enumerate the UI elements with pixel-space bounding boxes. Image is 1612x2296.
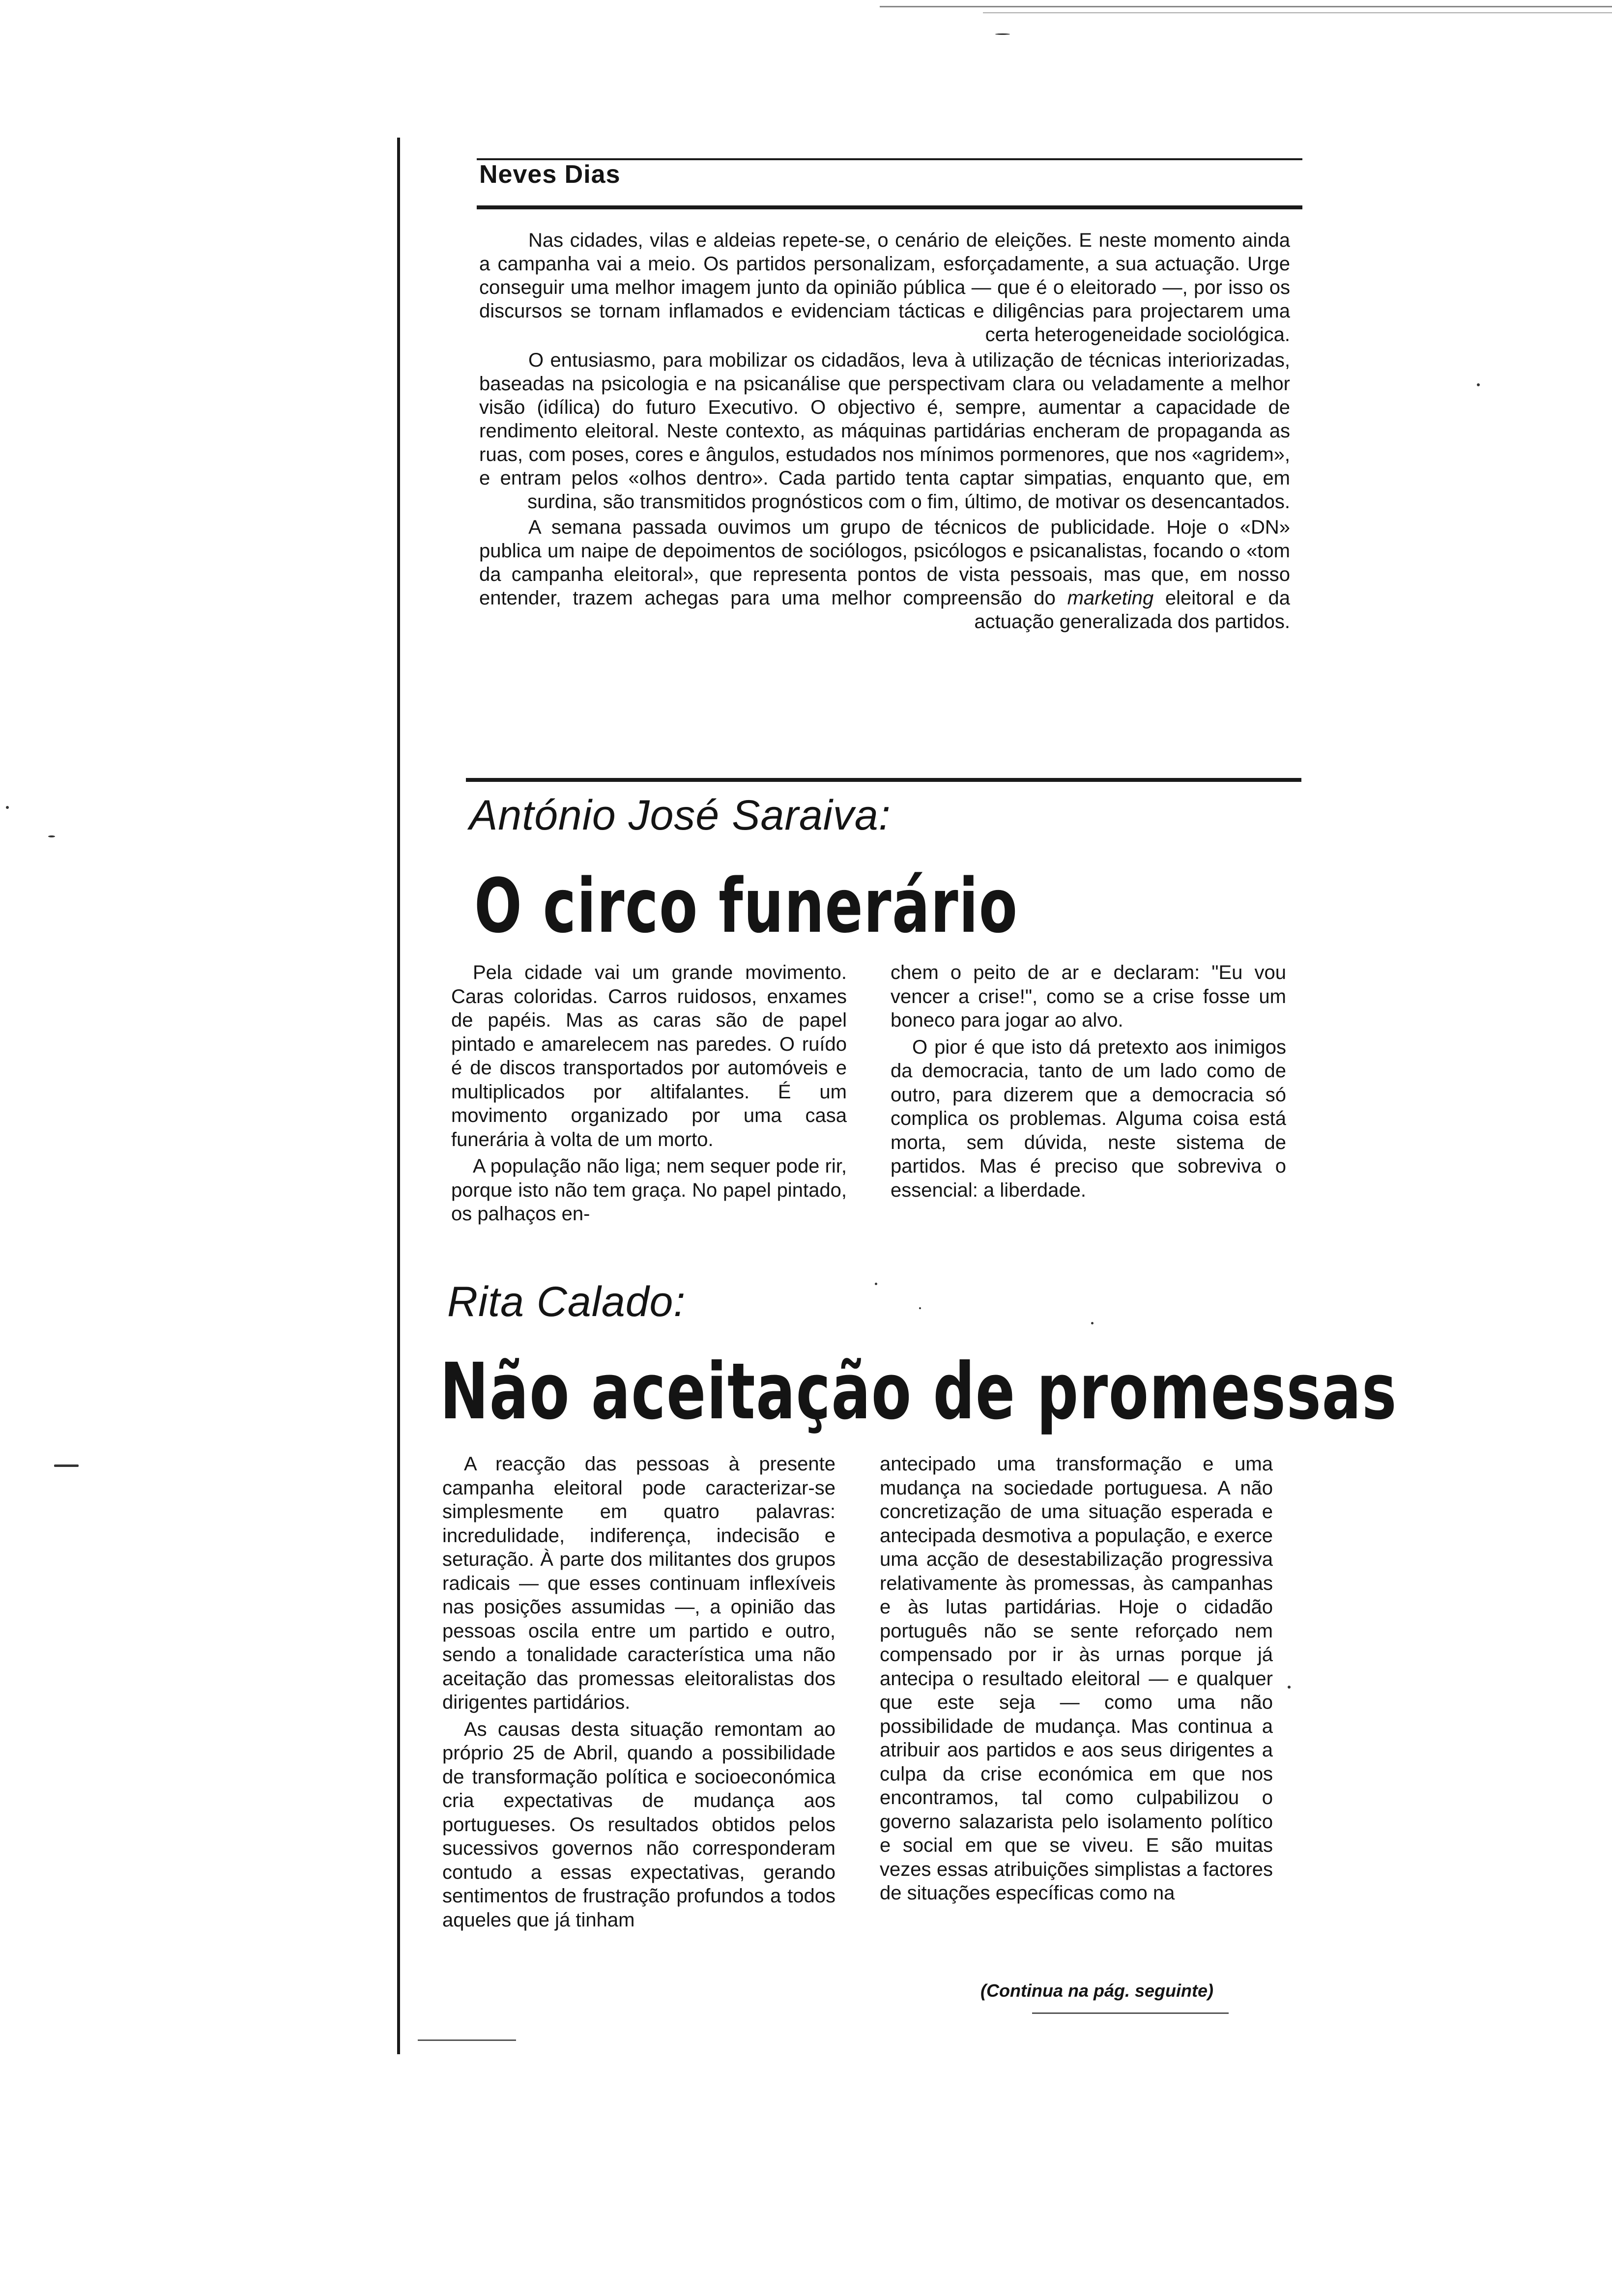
scan-speck [1091,1322,1094,1324]
article1-author: António José Saraiva: [469,792,891,839]
scan-edge-line [880,6,1612,7]
intro-paragraph: Nas cidades, vilas e aldeias repete-se, o cenário de eleições. E neste momento ainda a campanha vai a meio. Os partidos personalizam, esforçadamente, a sua actuação. Urge conseguir uma melhor imagem junto da opinião pública — que é o eleitorado —, por isso os discursos se tornam inflamados e evidenciam tácticas e diligências para projectarem uma certa heterogeneidade sociológica. [479,230,1290,345]
scan-speck [919,1307,921,1309]
article1-col1-paragraph: A população não liga; nem sequer pode rir, porque isto não tem graça. No papel pintado, os palhaços en- [451,1155,847,1225]
scan-speck [54,1464,79,1467]
article2-col1-paragraph: A reacção das pessoas à presente campanha eleitoral pode caracterizar-se simplesmente em quatro palavras: incredulidade, indiferença, indecisão e seturação. À parte dos militantes dos grupos radicais — que esses continuam inflexíveis nas posições assumidas —, a opinião das pessoas oscila entre um partido e outro, sendo a tonalidade característica uma não aceitação das promessas eleitoralistas dos dirigentes partidários. [442,1453,835,1713]
column-left-rule [397,138,400,2054]
intro-paragraph-text: A semana passada ouvimos um grupo de técnicos de publicidade. Hoje o «DN» publica um naipe de depoimentos de sociólogos, psicólogos e psicanalistas, focando o «tom da campanha eleitoral», que representa pontos de vista pessoais, mas que, em nosso entender, trazem achegas para uma melhor compreensão do [479,517,1290,609]
article2-column-1 [442,1452,835,1935]
scan-speck [6,806,9,809]
article2-col1-paragraph: As causas desta situação remontam ao próprio 25 de Abril, quando a possibilidade de transformação política e socioeconómica cria expectativas de mudança aos portugueses. Os resultados obtidos pelos sucessivos governos não corresponderam contudo a essas expectativas, gerando sentimentos de frustração profundos a todos aqueles que já tinham [442,1718,835,1931]
byline: Neves Dias [479,160,621,189]
intro-italic-word: marketing [1067,587,1154,609]
byline-rule [477,205,1302,209]
scan-speck [48,835,55,837]
article1-col2-paragraph: chem o peito de ar e declaram: "Eu vou vencer a crise!", como se a crise fosse um boneco para jogar ao alvo. [891,962,1286,1031]
scan-bottom-line [1032,2012,1229,2014]
scan-edge-line [983,12,1612,13]
article1-column-1 [451,961,847,1229]
scan-speck [995,33,1010,35]
article2-column-2 [880,1452,1273,1908]
scan-speck [1477,383,1480,386]
article1-headline: O circo funerário [474,862,1018,949]
article1-col1-paragraph: Pela cidade vai um grande movimento. Caras coloridas. Carros ruidosos, enxames de papéis. Mas as caras são de papel pintado e amarelecem nas paredes. O ruído é de discos transportados por automóveis e multiplicados por altifalantes. É um movimento organizado por uma casa funerária à volta de um morto. [451,962,847,1150]
intro-paragraph [479,516,1290,633]
article2-col2-paragraph: antecipado uma transformação e uma mudança na sociedade portuguesa. A não concretização de uma situação esperada e antecipada desmotiva a população, e exerce uma acção de desestabilização progressiva relativamente às promessas, às campanhas e às lutas partidárias. Hoje o cidadão português não se sente reforçado nem compensado por ir às urnas porque já antecipa o resultado eleitoral — e qualquer que este seja — como uma não possibilidade de mudança. Mas continua a atribuir aos partidos e aos seus dirigentes a culpa da crise económica em que nos encontramos, tal como culpabilizou o governo salazarista pelo isolamento político e social em que se viveu. E são muitas vezes essas atribuições simplistas a factores de situações específicas como na [880,1453,1273,1904]
intro-text [479,229,1290,635]
scan-speck [1288,1686,1291,1689]
continued-notice: (Continua na pág. seguinte) [980,1980,1213,2001]
intro-tail: eleitoral e da actuação generalizada dos partidos. [974,587,1291,632]
article1-col2-paragraph: O pior é que isto dá pretexto aos inimigos da democracia, tanto de um lado como de outro, para dizerem que a democracia só complica os problemas. Alguma coisa está morta, sem dúvida, neste sistema de partidos. Mas é preciso que sobreviva o essencial: a liberdade. [891,1036,1286,1201]
article2-headline: Não aceitação de promessas [440,1347,1398,1437]
scan-speck [875,1283,877,1285]
intro-paragraph: O entusiasmo, para mobilizar os cidadãos, leva à utilização de técnicas interiorizadas, baseadas na psicologia e na psicanálise que perspectivam clara ou veladamente a melhor visão (idílica) do futuro Executivo. O objectivo é, sempre, aumentar a capacidade de rendimento eleitoral. Neste contexto, as máquinas partidárias encheram de propaganda as ruas, com poses, cores e ângulos, estudados nos mínimos pormenores, que nos «agridem», e entram pelos «olhos dentro». Cada partido tenta captar simpatias, enquanto que, em surdina, são transmitidos prognósticos com o fim, último, de motivar os desencantados. [479,349,1290,513]
article2-author: Rita Calado: [447,1278,686,1325]
intro-bottom-rule [466,778,1301,782]
scan-bottom-line [418,2039,516,2041]
article1-column-2 [891,961,1286,1205]
